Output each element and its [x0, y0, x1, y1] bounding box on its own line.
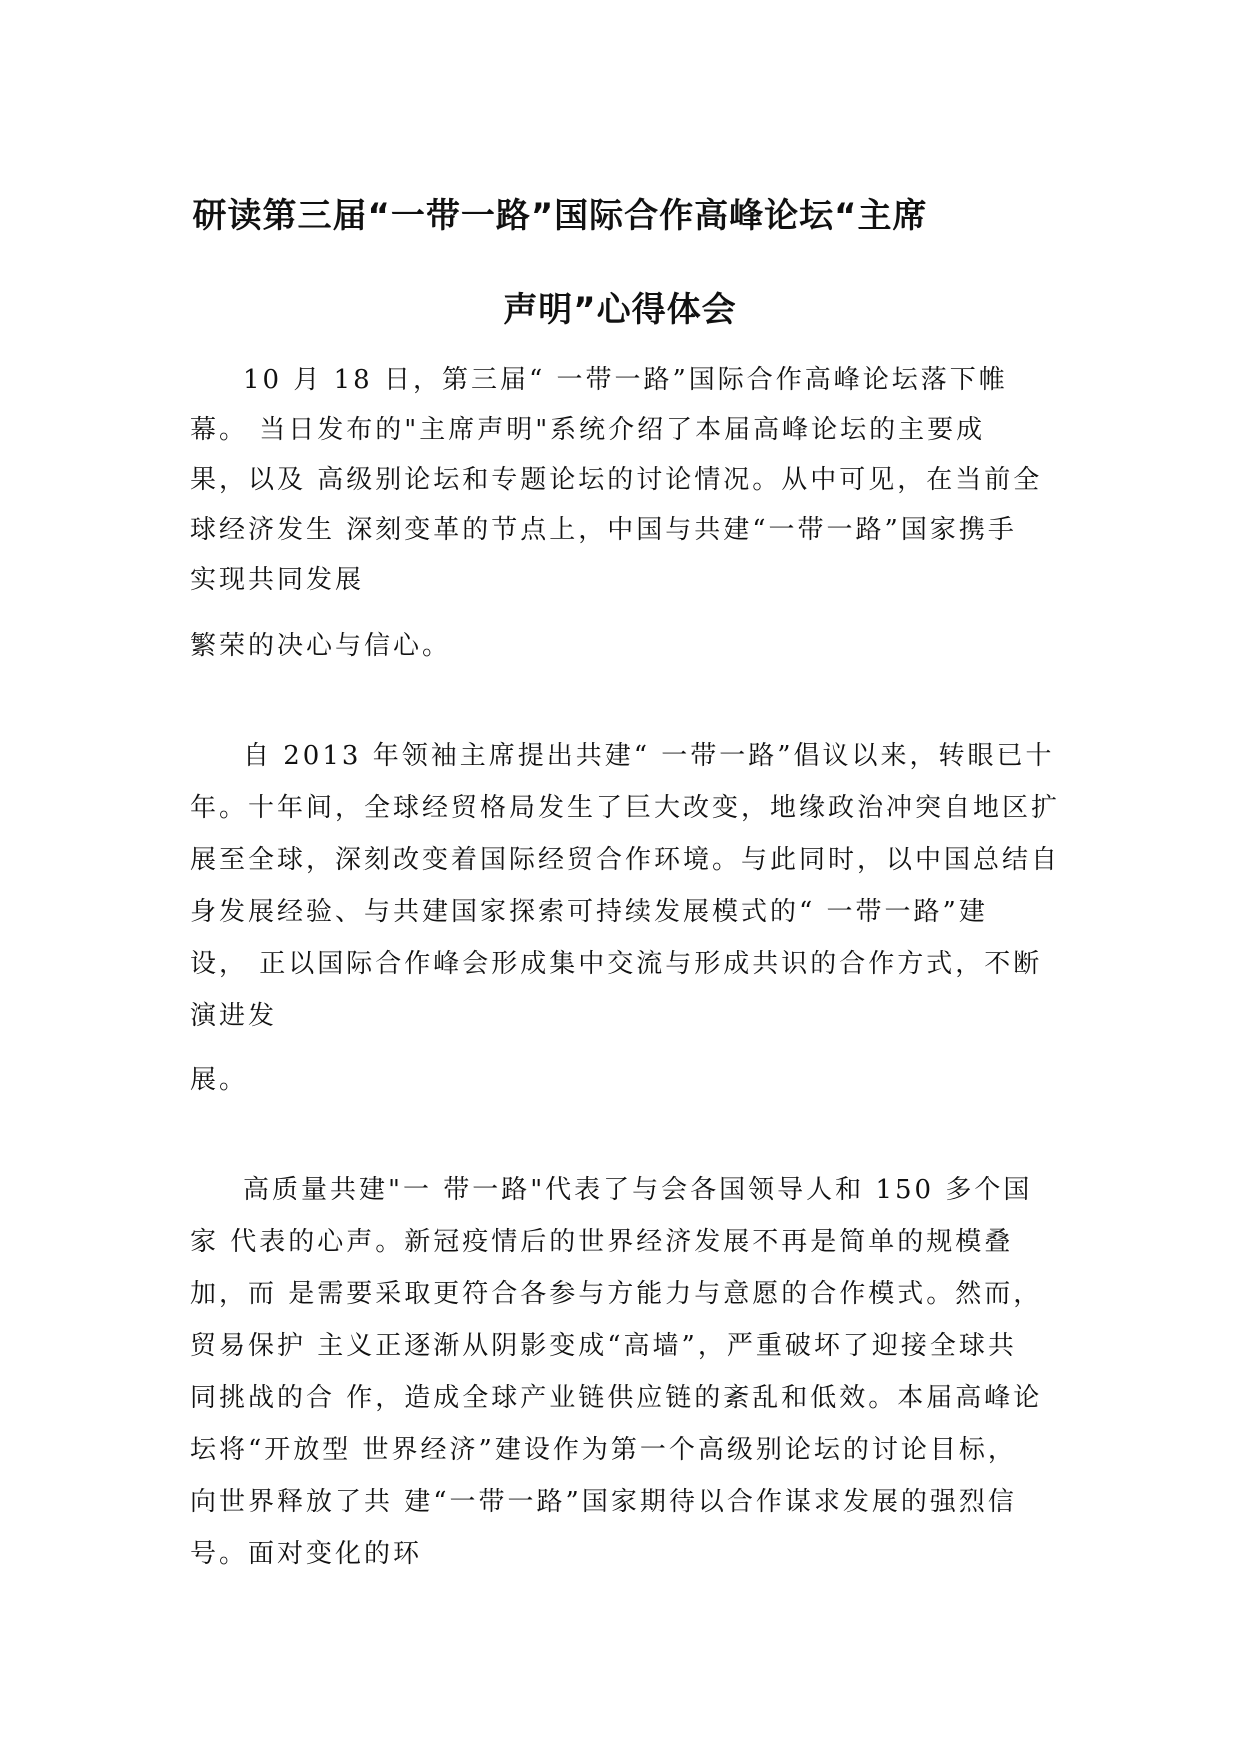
paragraph-3-line: 向世界释放了共 建“一带一路”国家期待以合作谋求发展的强烈信	[190, 1487, 1017, 1517]
paragraph-2-line: 年。十年间，全球经贸格局发生了巨大改变，地缘政治冲突自地区扩	[190, 793, 1061, 823]
paragraph-1-line: 果，以及 高级别论坛和专题论坛的讨论情况。从中可见，在当前全	[190, 465, 1043, 495]
paragraph-2-line: 自 2013 年领袖主席提出共建“ 一带一路”倡议以来，转眼已十	[243, 741, 1055, 771]
paragraph-1-line: 幕。 当日发布的"主席声明"系统介绍了本届高峰论坛的主要成	[190, 415, 986, 445]
paragraph-2-line: 演进发	[190, 1001, 278, 1031]
paragraph-1-line: 实现共同发展	[190, 565, 365, 595]
document-title-line-1: 研读第三届“一带一路”国际合作高峰论坛“主席	[192, 196, 928, 236]
paragraph-3-line: 坛将“开放型 世界经济”建设作为第一个高级别论坛的讨论目标，	[190, 1435, 1017, 1465]
document-title-line-2: 声明”心得体会	[503, 290, 737, 330]
paragraph-2-line: 身发展经验、与共建国家探索可持续发展模式的“ 一带一路”建	[190, 897, 988, 927]
paragraph-3-line: 号。面对变化的环	[190, 1539, 423, 1569]
paragraph-2-line: 展。	[190, 1065, 249, 1095]
paragraph-3-line: 高质量共建"一 带一路"代表了与会各国领导人和 150 多个国	[243, 1175, 1033, 1205]
paragraph-3-line: 家 代表的心声。新冠疫情后的世界经济发展不再是简单的规模叠	[190, 1227, 1014, 1257]
paragraph-1-line: 繁荣的决心与信心。	[190, 631, 452, 661]
paragraph-1-line: 10 月 18 日，第三届“ 一带一路”国际合作高峰论坛落下帷	[243, 365, 1008, 395]
paragraph-2-line: 展至全球，深刻改变着国际经贸合作环境。与此同时，以中国总结自	[190, 845, 1061, 875]
paragraph-3-line: 加，而 是需要采取更符合各参与方能力与意愿的合作模式。然而，	[190, 1279, 1043, 1309]
paragraph-3-line: 贸易保护 主义正逐渐从阴影变成“高墙”，严重破坏了迎接全球共	[190, 1331, 1017, 1361]
paragraph-2-line: 设， 正以国际合作峰会形成集中交流与形成共识的合作方式，不断	[190, 949, 1043, 979]
paragraph-3-line: 同挑战的合 作，造成全球产业链供应链的紊乱和低效。本届高峰论	[190, 1383, 1043, 1413]
paragraph-1-line: 球经济发生 深刻变革的节点上，中国与共建“一带一路”国家携手	[190, 515, 1017, 545]
